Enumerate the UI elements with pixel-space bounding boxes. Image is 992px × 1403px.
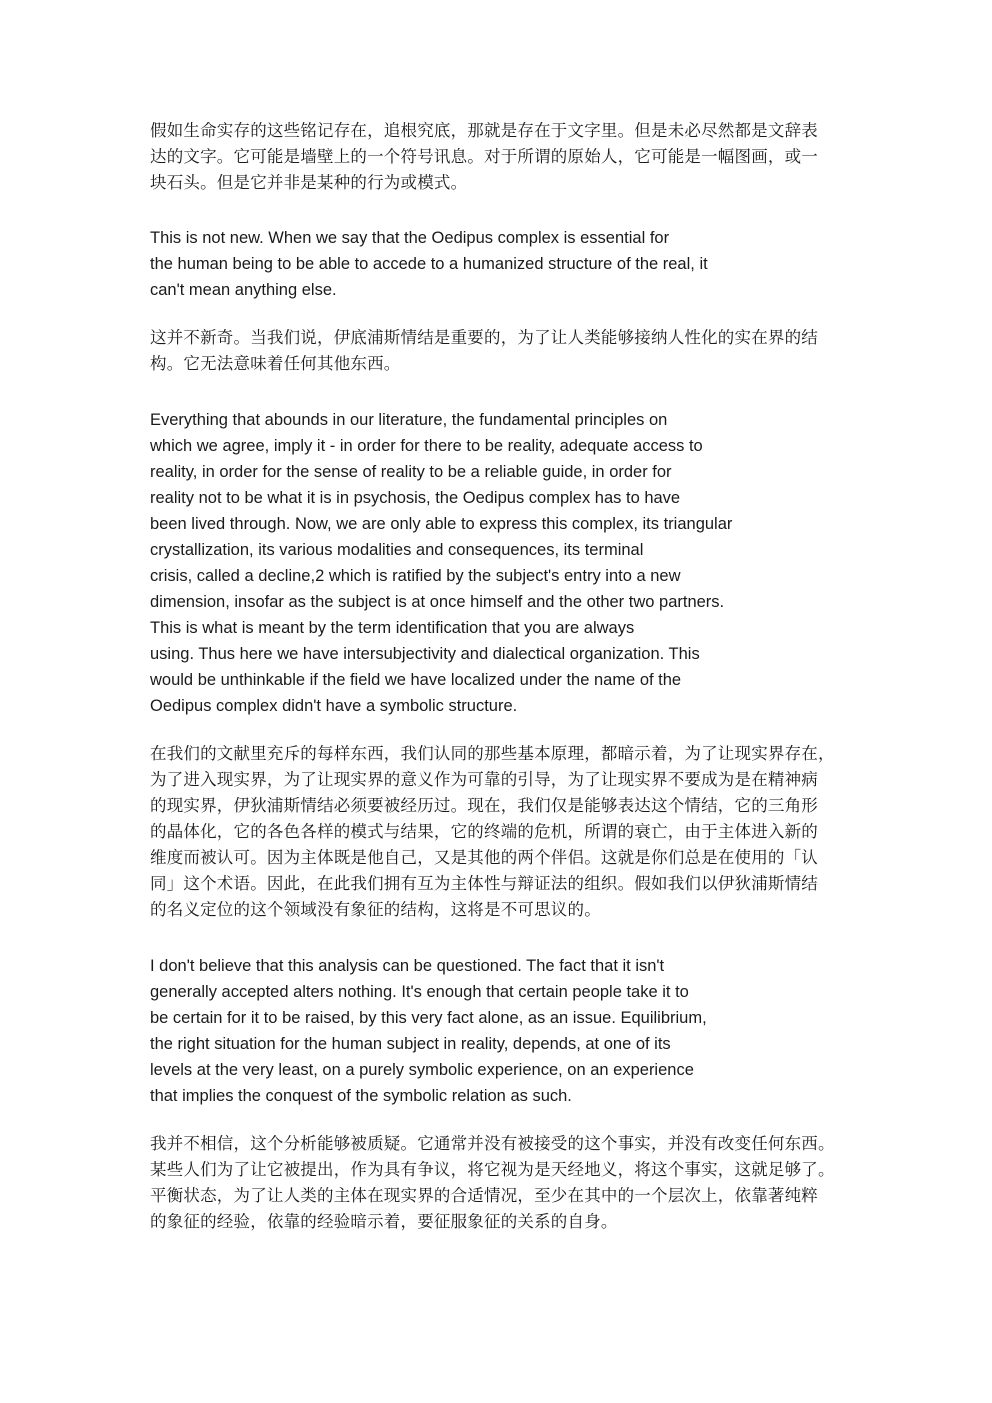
text-line: 假如生命实存的这些铭记存在，追根究底，那就是存在于文字里。但是未必尽然都是文辞表	[150, 121, 818, 140]
text-line: been lived through. Now, we are only able to express this complex, its triangular	[150, 515, 733, 533]
text-line: which we agree, imply it - in order for there to be reality, adequate access to	[150, 437, 703, 455]
text-line: generally accepted alters nothing. It's enough that certain people take it to	[150, 983, 689, 1001]
text-line: 的晶体化，它的各色各样的模式与结果，它的终端的危机，所谓的衰亡，由于主体进入新的	[150, 822, 818, 841]
text-line: 某些人们为了让它被提出，作为具有争议，将它视为是天经地义，将这个事实，这就足够了。	[150, 1160, 835, 1179]
text-line: 这并不新奇。当我们说，伊底浦斯情结是重要的，为了让人类能够接纳人性化的实在界的结	[150, 328, 818, 347]
text-line: 的现实界，伊狄浦斯情结必须要被经历过。现在，我们仅是能够表达这个情结，它的三角形	[150, 796, 818, 815]
text-line: Oedipus complex didn't have a symbolic structure.	[150, 697, 518, 715]
paragraph-chinese-4	[150, 1131, 835, 1235]
text-line: 的名义定位的这个领域没有象征的结构，这将是不可思议的。	[150, 900, 601, 919]
text-line: levels at the very least, on a purely symbolic experience, on an experience	[150, 1061, 694, 1079]
text-line: can't mean anything else.	[150, 281, 337, 299]
text-line: 平衡状态，为了让人类的主体在现实界的合适情况，至少在其中的一个层次上，依靠著纯粹	[150, 1186, 818, 1205]
paragraph-english-2	[150, 407, 732, 719]
text-line: 我并不相信，这个分析能够被质疑。它通常并没有被接受的这个事实，并没有改变任何东西。	[150, 1134, 835, 1153]
paragraph-english-1	[150, 225, 708, 303]
text-line: crisis, called a decline,2 which is ratified by the subject's entry into a new	[150, 567, 681, 585]
text-line: I don't believe that this analysis can be questioned. The fact that it isn't	[150, 957, 665, 975]
text-line: dimension, insofar as the subject is at once himself and the other two partners.	[150, 593, 725, 611]
text-line: reality not to be what it is in psychosis, the Oedipus complex has to have	[150, 489, 681, 507]
text-line: reality, in order for the sense of reality to be a reliable guide, in order for	[150, 463, 672, 481]
text-line: 在我们的文献里充斥的每样东西，我们认同的那些基本原理，都暗示着，为了让现实界存在，	[150, 744, 835, 763]
text-line: 的象征的经验，依靠的经验暗示着，要征服象征的关系的自身。	[150, 1212, 618, 1231]
paragraph-chinese-1	[150, 118, 818, 196]
text-line: This is not new. When we say that the Oedipus complex is essential for	[150, 229, 670, 247]
text-line: 构。它无法意味着任何其他东西。	[150, 354, 401, 373]
text-line: This is what is meant by the term identification that you are always	[150, 619, 635, 637]
text-line: 维度而被认可。因为主体既是他自己，又是其他的两个伴侣。这就是你们总是在使用的「认	[150, 848, 818, 867]
paragraph-chinese-3	[150, 741, 835, 923]
text-line: that implies the conquest of the symbolic relation as such.	[150, 1087, 572, 1105]
paragraph-english-3	[150, 953, 707, 1109]
text-line: 同」这个术语。因此，在此我们拥有互为主体性与辩证法的组织。假如我们以伊狄浦斯情结	[150, 874, 818, 893]
text-line: would be unthinkable if the field we have localized under the name of the	[150, 671, 682, 689]
text-line: the right situation for the human subject in reality, depends, at one of its	[150, 1035, 671, 1053]
text-line: 为了进入现实界，为了让现实界的意义作为可靠的引导，为了让现实界不要成为是在精神病	[150, 770, 818, 789]
paragraph-chinese-2	[150, 325, 818, 377]
text-line: Everything that abounds in our literature, the fundamental principles on	[150, 411, 668, 429]
text-line: using. Thus here we have intersubjectivity and dialectical organization. This	[150, 645, 700, 663]
text-line: crystallization, its various modalities and consequences, its terminal	[150, 541, 644, 559]
text-line: the human being to be able to accede to a humanized structure of the real, it	[150, 255, 708, 273]
text-line: be certain for it to be raised, by this very fact alone, as an issue. Equilibrium,	[150, 1009, 707, 1027]
text-line: 块石头。但是它并非是某种的行为或模式。	[150, 173, 468, 192]
text-line: 达的文字。它可能是墙壁上的一个符号讯息。对于所谓的原始人，它可能是一幅图画，或一	[150, 147, 818, 166]
